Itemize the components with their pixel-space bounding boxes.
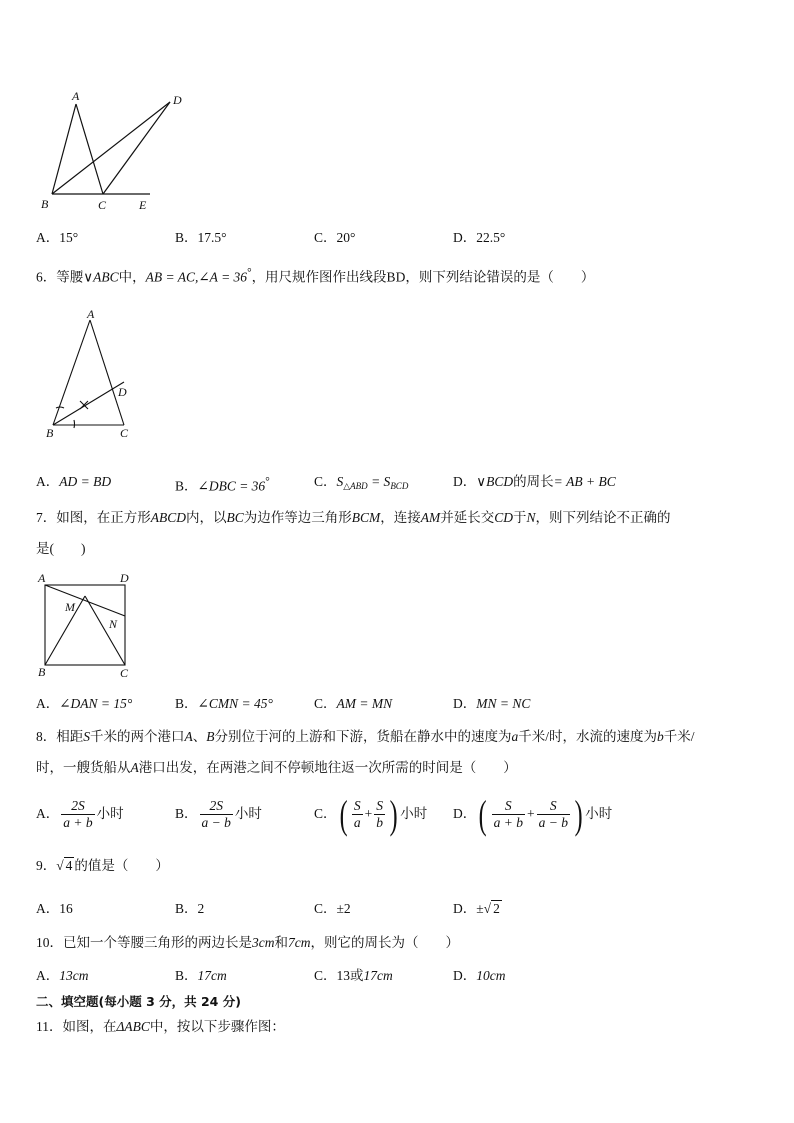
q9-option-b[interactable]: B．2	[175, 901, 205, 916]
q8-options	[0, 792, 794, 836]
q10-option-d[interactable]: D．10cm	[453, 968, 506, 983]
section-heading-fill-in: 二、填空题(每小题 3 分，共 24 分)	[36, 994, 241, 1009]
q6-options	[0, 470, 794, 494]
q5-option-b[interactable]: B．17.5°	[175, 230, 227, 245]
q5-option-c[interactable]: C．20°	[314, 230, 356, 245]
q5-options	[0, 226, 794, 250]
label-d: D	[173, 93, 182, 107]
label-c: C	[98, 198, 107, 212]
q6-stem: 6．等腰∨ABC中，AB = AC,∠A = 36°，用尺规作图作出线段BD，则下列结论错误的是（ ）	[36, 267, 595, 285]
segment-ac	[90, 320, 124, 425]
q8-stem-line1: 8．相距S千米的两个港口A、B分别位于河的上游和下游，货船在静水中的速度为a千米/时，水流的速度为b千米/	[36, 729, 695, 744]
figure-q7	[34, 568, 138, 680]
q6-option-a[interactable]: A．AD = BD	[36, 474, 112, 489]
q8-option-b[interactable]: B． $\frac{2S}{a - b}$ 小时	[175, 798, 262, 831]
q8-option-d[interactable]: D．( $\frac{S}{a + b}$ + $\frac{S}{a - b}$ ) 小时	[453, 791, 613, 837]
q8-option-a[interactable]: A． $\frac{2S}{a + b}$ 小时	[36, 798, 124, 831]
label-d: D	[120, 571, 129, 585]
q7-options	[0, 692, 794, 716]
segment-cd	[103, 102, 170, 194]
q6-option-b[interactable]: B．∠DBC = 36°	[175, 476, 270, 494]
q9-option-d[interactable]: D．±√ 2	[453, 901, 500, 916]
q7-stem-line2: 是( )	[36, 541, 86, 556]
q10-option-c[interactable]: C．13或17cm	[314, 968, 393, 983]
arc-mark-2	[74, 420, 75, 428]
label-a: A	[87, 307, 95, 321]
label-d: D	[118, 385, 127, 399]
q6-option-c[interactable]: C．$S_{\triangle ABD} = S_{BCD}$	[314, 474, 409, 491]
q9-options	[0, 897, 794, 921]
q7-stem-line1: 7．如图，在正方形ABCD内，以BC为边作等边三角形BCM，连接AM并延长交CD于N，则下列结论不正确的	[36, 510, 671, 525]
q9-stem: 9．√ 4 的值是（ ）	[36, 858, 169, 873]
q6-option-d[interactable]: D．∨BCD的周长= AB + BC	[453, 474, 616, 489]
segment-bd	[53, 382, 124, 425]
q9-option-a[interactable]: A．16	[36, 901, 73, 916]
segment-cm	[85, 596, 125, 665]
q7-option-c[interactable]: C．AM = MN	[314, 696, 393, 711]
label-e: E	[139, 198, 147, 212]
q10-options	[0, 964, 794, 988]
arc-mark-1	[56, 407, 64, 408]
q10-option-b[interactable]: B．17cm	[175, 968, 227, 983]
label-m: M	[65, 600, 75, 614]
q10-stem: 10．已知一个等腰三角形的两边长是3cm和7cm，则它的周长为（ ）	[36, 935, 459, 950]
label-c: C	[120, 426, 129, 440]
q11-stem: 11．如图，在ΔABC中，按以下步骤作图：	[36, 1019, 285, 1034]
segment-ab	[53, 320, 90, 425]
q9-option-c[interactable]: C．±2	[314, 901, 351, 916]
segment-bd	[52, 102, 170, 194]
label-b: B	[41, 197, 49, 211]
figure-q6	[40, 306, 140, 442]
label-a: A	[38, 571, 46, 585]
q7-option-d[interactable]: D．MN = NC	[453, 696, 531, 711]
q5-option-a[interactable]: A．15°	[36, 230, 79, 245]
label-c: C	[120, 666, 129, 680]
q8-option-c[interactable]: C．( $\frac{S}{a}$ + $\frac{S}{b}$ ) 小时	[314, 791, 428, 837]
q7-option-b[interactable]: B．∠CMN = 45°	[175, 696, 273, 711]
label-b: B	[46, 426, 54, 440]
q8-stem-line2: 时，一艘货船从A港口出发，在两港之间不停顿地往返一次所需的时间是（ ）	[36, 760, 517, 775]
label-a: A	[72, 89, 80, 103]
q5-option-d[interactable]: D．22.5°	[453, 230, 506, 245]
segment-ac	[76, 104, 103, 194]
figure-q5	[36, 86, 196, 216]
q7-option-a[interactable]: A．∠DAN = 15°	[36, 696, 133, 711]
segment-ab	[52, 104, 76, 194]
label-n: N	[109, 617, 118, 631]
label-b: B	[38, 665, 46, 679]
q10-option-a[interactable]: A．13cm	[36, 968, 89, 983]
segment-an	[45, 585, 125, 616]
